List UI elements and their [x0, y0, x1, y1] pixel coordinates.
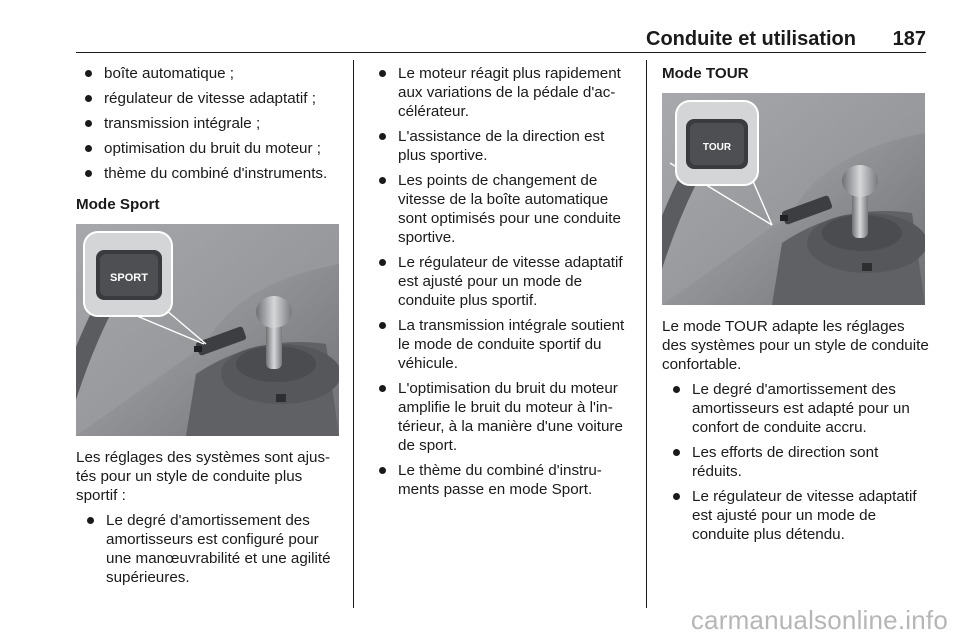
column-2	[370, 64, 636, 505]
column-divider-1	[353, 60, 354, 608]
tour-button-label: TOUR	[702, 142, 732, 153]
page-header	[76, 26, 926, 53]
list-item: Le degré d'amortissement des amortisseurs est adapté pour un confort de conduite accru.	[662, 380, 932, 437]
list-item: thème du combiné d'instruments.	[76, 164, 342, 183]
list-item: Les efforts de direction sont réduits.	[662, 443, 932, 481]
paragraph: Les réglages des systèmes sont ajus-tés pour un style de conduite plus sportif :	[76, 449, 331, 504]
list-item: La transmission intégrale soutient le mode de conduite sportif du véhicule.	[370, 316, 636, 373]
list-item: transmission intégrale ;	[76, 114, 342, 133]
list-item: Le thème du combiné d'instru-ments passe en mode Sport.	[370, 461, 636, 499]
sub-list	[76, 511, 342, 587]
tour-mode-illustration	[662, 93, 925, 305]
sport-effects-list	[370, 64, 636, 499]
list-item: optimisation du bruit du moteur ;	[76, 139, 342, 158]
sub-list	[662, 380, 932, 544]
column-1	[76, 64, 342, 593]
sport-button-label: SPORT	[110, 272, 148, 284]
paragraph: Le mode TOUR adapte les réglages des systèmes pour un style de conduite confortable.	[662, 318, 929, 373]
section-heading-tour: Mode TOUR	[662, 65, 749, 82]
list-item: Le régulateur de vitesse adaptatif est ajusté pour un mode de conduite plus sportif.	[370, 253, 636, 310]
list-item: boîte automatique ;	[76, 64, 342, 83]
column-divider-2	[646, 60, 647, 608]
chapter-title: Conduite et utilisation	[646, 28, 856, 50]
column-3	[662, 64, 932, 550]
feature-list	[76, 64, 342, 183]
watermark: carmanualsonline.info	[690, 605, 948, 635]
list-item: L'optimisation du bruit du moteur amplifie le bruit du moteur à l'in-térieur, à la manière d'une voiture de sport.	[370, 379, 636, 455]
sport-mode-illustration	[76, 224, 339, 436]
list-item: régulateur de vitesse adaptatif ;	[76, 89, 342, 108]
list-item: Le degré d'amortissement des amortisseurs est configuré pour une manœuvrabilité et une agilité supérieures.	[76, 511, 342, 587]
list-item: Le moteur réagit plus rapidement aux variations de la pédale d'ac-célérateur.	[370, 64, 636, 121]
list-item: L'assistance de la direction est plus sportive.	[370, 127, 636, 165]
page-number: 187	[892, 28, 926, 50]
list-item: Les points de changement de vitesse de la boîte automatique sont optimisés pour une conduite sportive.	[370, 171, 636, 247]
section-heading-sport: Mode Sport	[76, 196, 160, 213]
list-item: Le régulateur de vitesse adaptatif est ajusté pour un mode de conduite plus détendu.	[662, 487, 932, 544]
